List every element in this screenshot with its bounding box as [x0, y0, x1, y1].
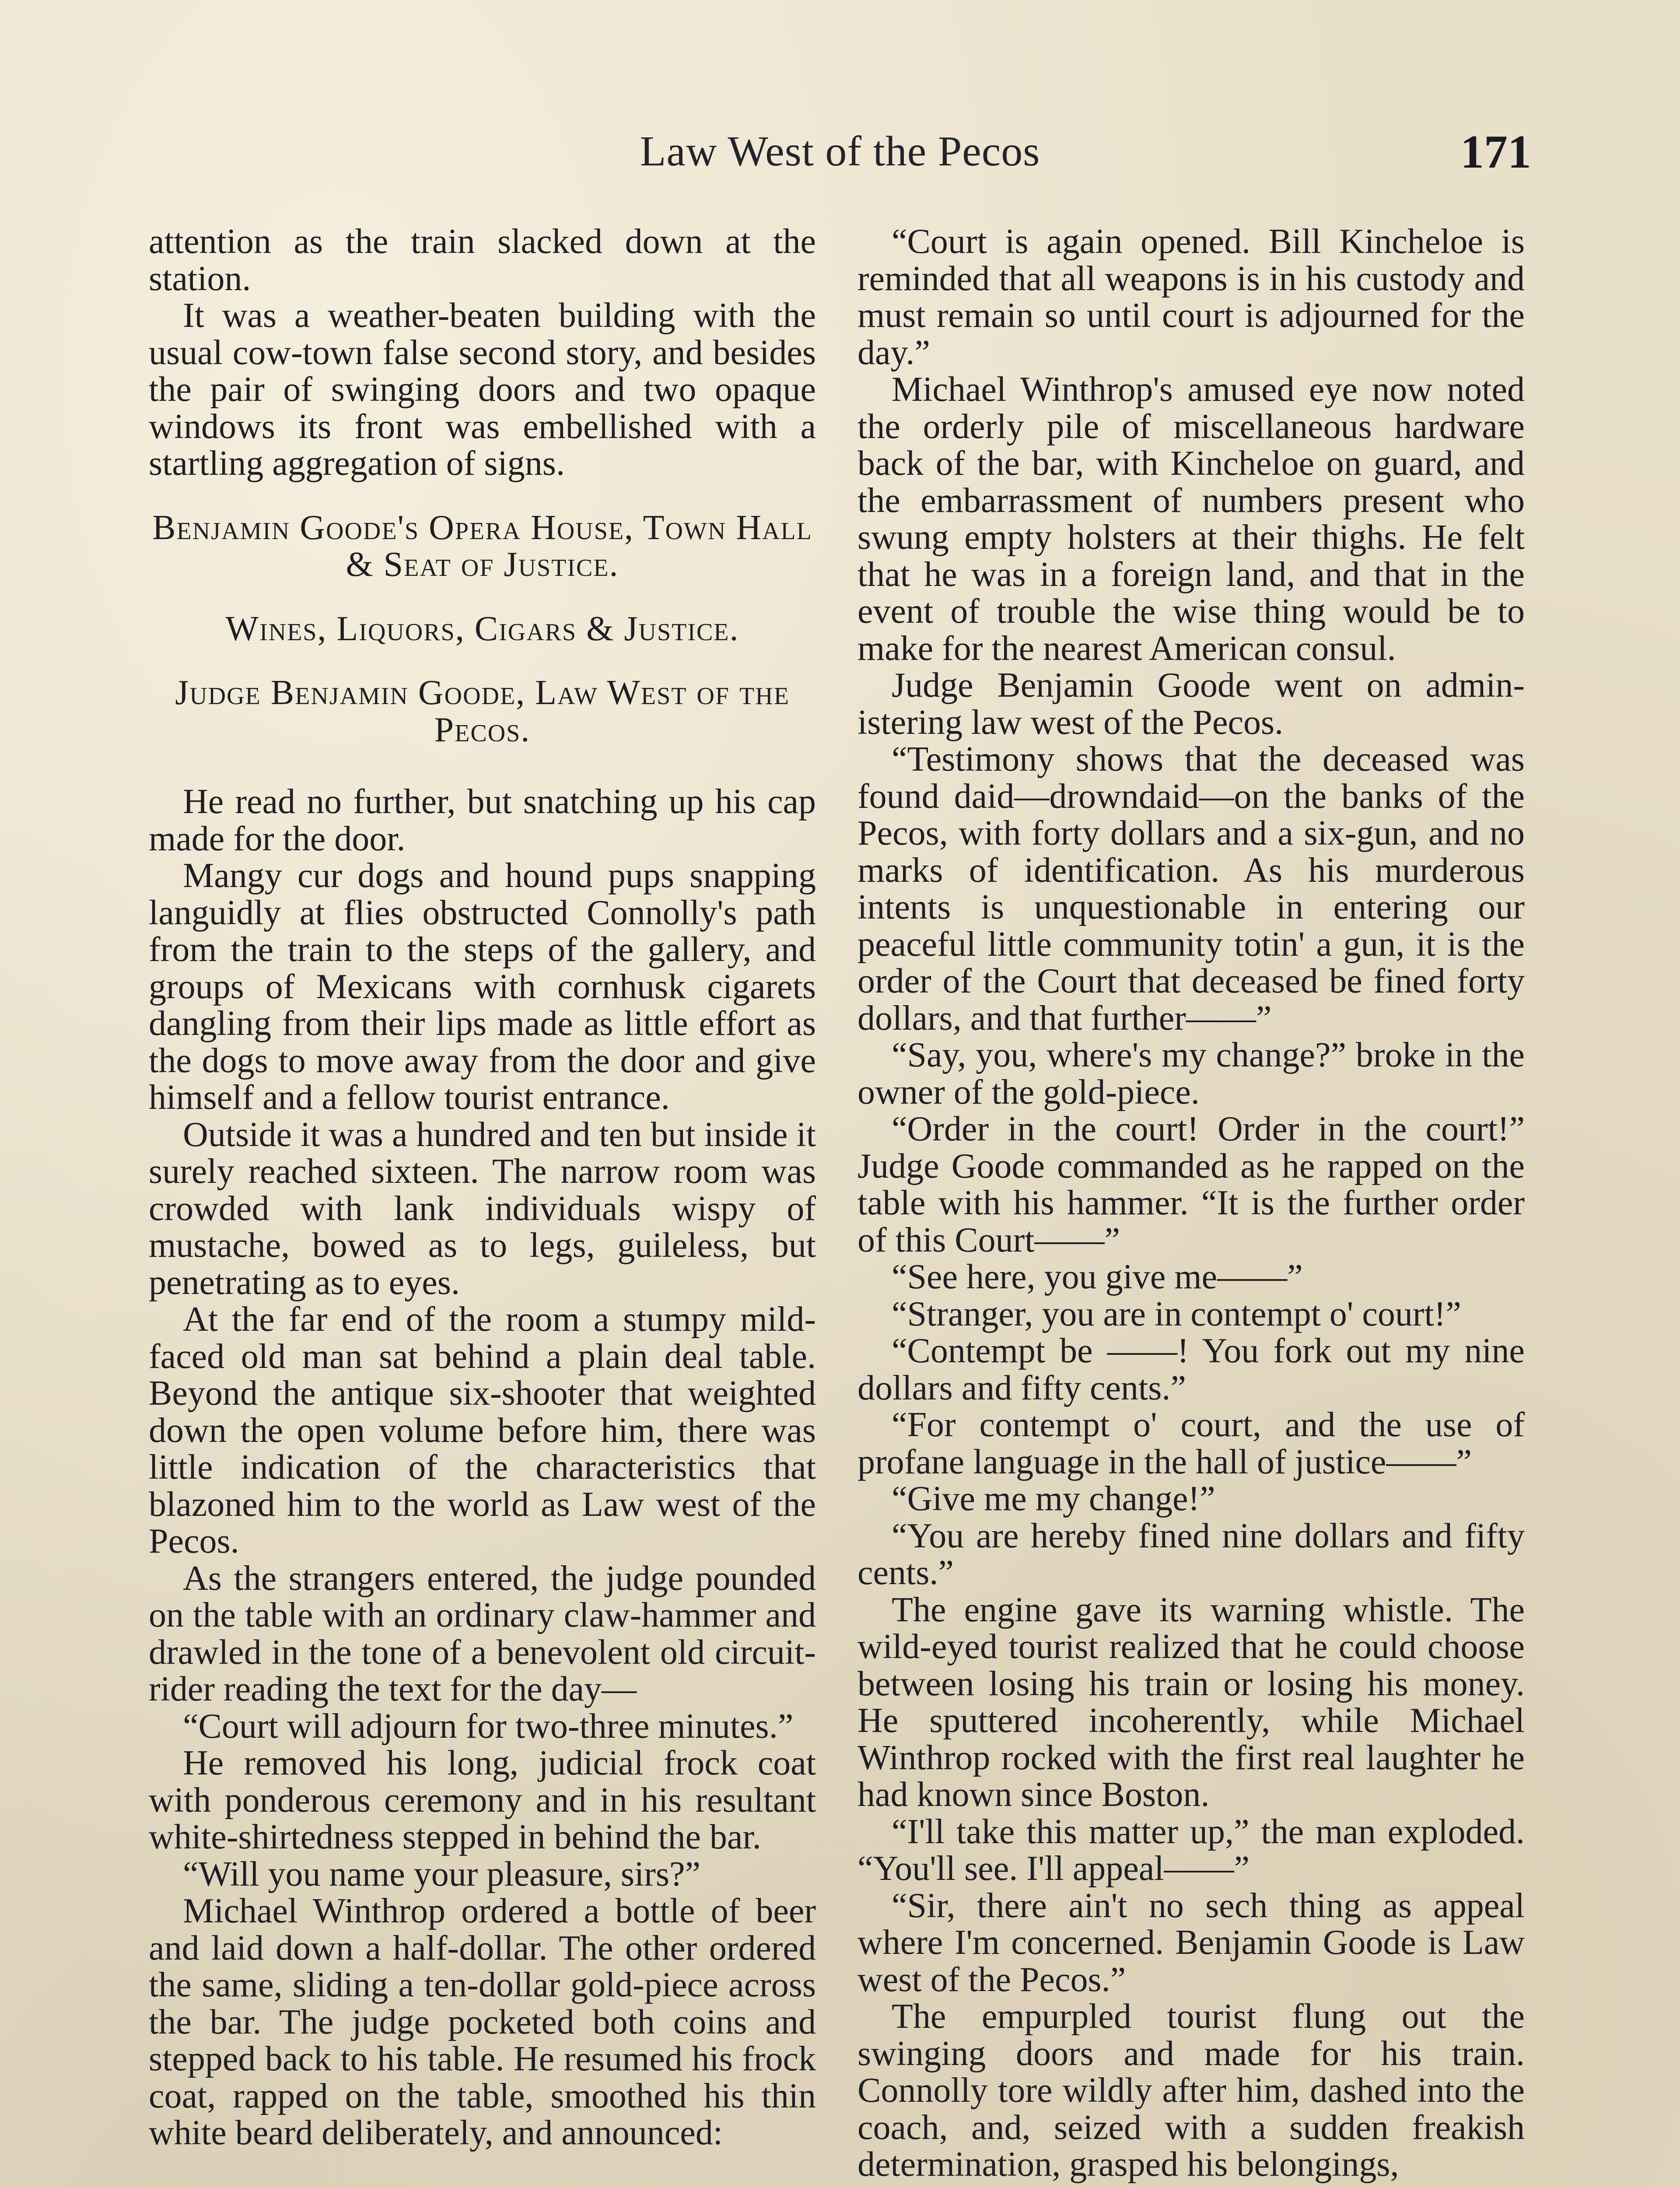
paragraph: “Stranger, you are in contempt o' court!” — [892, 1294, 1461, 1333]
paragraph: “Testimony shows that the deceased was found daid—drowndaid—on the banks of the Pecos, with forty dollars and a six-gun, and no marks of identification. As his murderous intents is unquestionable in entering our peaceful little community totin' a gun, it is the order of the Court that deceased be fined forty dollars, and that further——” — [858, 740, 1525, 1038]
paragraph: “Court is again opened. Bill Kincheloe is reminded that all weapons is in his custody and must remain so until court is adjourned for the day.” — [858, 222, 1525, 372]
page-number: 171 — [1460, 126, 1531, 178]
paragraph: At the far end of the room a stumpy mild-faced old man sat behind a plain deal table. Beyond the antique six-shooter that weighted down the open volume before him, there was little indication of the characteristics that blazoned him to the world as Law west of the Pecos. — [149, 1300, 816, 1560]
paragraph: “Order in the court! Order in the court!” Judge Goode commanded as he rapped on the table with his hammer. “It is the further order of this Court——” — [858, 1110, 1525, 1259]
paragraph: attention as the train slacked down at the station. — [149, 222, 816, 298]
paragraph: The engine gave its warning whistle. The wild-eyed tourist realized that he could choose between losing his train or losing his money. He sputtered incoherently, while Michael Winthrop rocked with the first real laughter he had known since Boston. — [858, 1590, 1525, 1814]
paragraph: The empurpled tourist flung out the swinging doors and made for his train. Connolly tore wildly after him, dashed into the coach, and, seized with a sudden freakish determination, grasped his belongings, — [858, 1997, 1525, 2184]
sign-block — [149, 509, 816, 749]
paragraph: Michael Winthrop ordered a bottle of beer and laid down a half-dollar. The other ordered the same, sliding a ten-dollar gold-piece across the bar. The judge pocketed both coins and stepped back to his table. He resumed his frock coat, rapped on the table, smoothed his thin white beard deliberately, and announced: — [149, 1892, 816, 2152]
sign-text: Wines, Liquors, Cigars & Justice. — [225, 609, 739, 648]
paragraph: “Contempt be ——! You fork out my nine dollars and fifty cents.” — [858, 1332, 1525, 1407]
sign-text: Benjamin Goode's Opera House, Town Hall & Seat of Justice. — [152, 508, 812, 584]
paragraph: “Sir, there ain't no sech thing as appeal where I'm concerned. Benjamin Goode is Law west of the Pecos.” — [858, 1886, 1525, 1999]
paragraph: As the strangers entered, the judge pounded on the table with an ordinary claw-hammer and drawled in the tone of a benevolent old circuit-rider reading the text for the day— — [149, 1559, 816, 1708]
running-head-title: Law West of the Pecos — [640, 128, 1040, 175]
paragraph: It was a weather-beaten building with the usual cow-town false second story, and besides the pair of swinging doors and two opaque windows its front was embellished with a startling aggregation of signs. — [149, 296, 816, 483]
paragraph: “You are hereby fined nine dollars and fifty cents.” — [858, 1516, 1525, 1592]
paragraph: Outside it was a hundred and ten but inside it surely reached sixteen. The narrow room was crowded with lank individuals wispy of mustache, bowed as to legs, guileless, but penetrating as to eyes. — [149, 1115, 816, 1302]
paragraph: “Give me my change!” — [892, 1480, 1215, 1518]
paragraph: “For contempt o' court, and the use of profane language in the hall of justice——” — [858, 1406, 1525, 1481]
left-text-column — [149, 223, 816, 2152]
paragraph: “See here, you give me——” — [892, 1258, 1303, 1296]
paragraph: Michael Winthrop's amused eye now noted the orderly pile of miscellaneous hardware back of the bar, with Kincheloe on guard, and the embarrassment of numbers present who swung empty holsters at their thighs. He felt that he was in a foreign land, and that in the event of trouble the wise thing would be to make for the nearest American consul. — [858, 370, 1525, 668]
paragraph: “Say, you, where's my change?” broke in the owner of the gold-piece. — [858, 1036, 1525, 1112]
paragraph: “I'll take this matter up,” the man exploded. “You'll see. I'll appeal——” — [858, 1812, 1525, 1888]
paragraph: Mangy cur dogs and hound pups snapping languidly at flies obstructed Connolly's path from the train to the steps of the gallery, and groups of Mexicans with cornhusk cigarets dangling from their lips made as little effort as the dogs to move away from the door and give himself and a fellow tourist entrance. — [149, 856, 816, 1117]
right-text-column — [858, 223, 1525, 2183]
paragraph: He read no further, but snatching up his cap made for the door. — [149, 782, 816, 858]
paragraph: Judge Benjamin Goode went on administering law west of the Pecos. — [858, 666, 1525, 742]
paragraph: He removed his long, judicial frock coat with ponderous ceremony and in his resultant white-shirtedness stepped in behind the bar. — [149, 1744, 816, 1856]
paragraph: “Will you name your pleasure, sirs?” — [183, 1855, 701, 1893]
running-head — [149, 127, 1531, 188]
sign-text: Judge Benjamin Goode, Law West of the Pecos. — [175, 673, 790, 749]
paragraph: “Court will adjourn for two-three minutes.” — [183, 1707, 794, 1746]
